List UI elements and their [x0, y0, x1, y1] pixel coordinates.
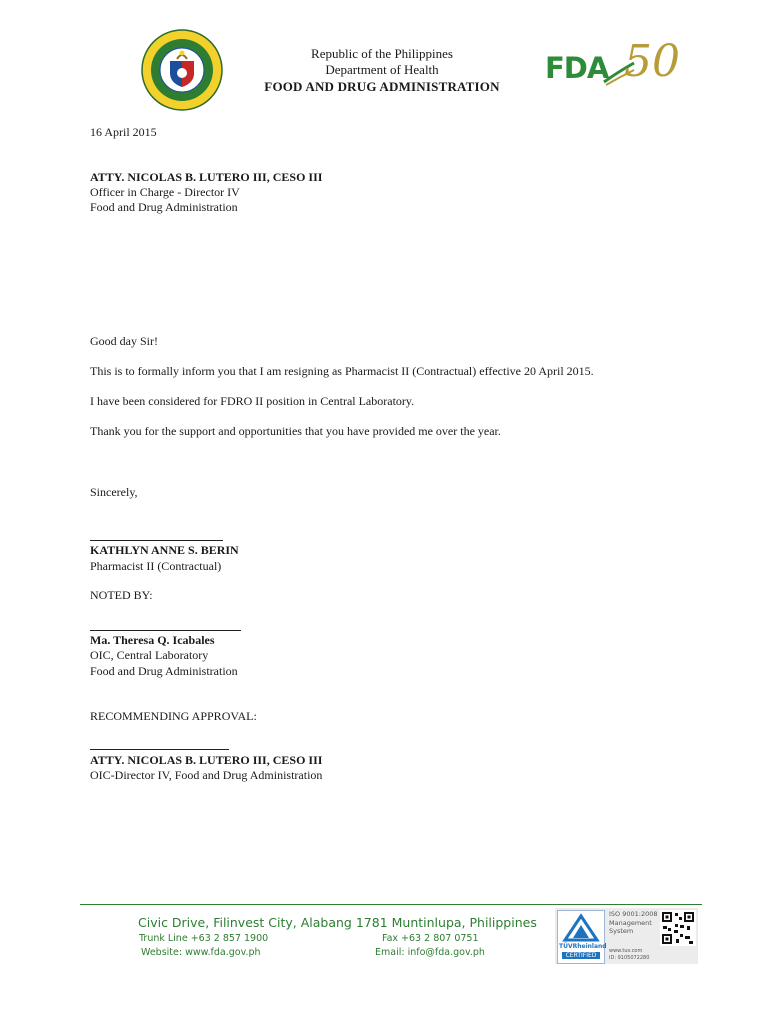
footer-trunk-line: Trunk Line +63 2 857 1900: [139, 933, 269, 944]
letter-date: 16 April 2015: [90, 125, 157, 139]
cert-system: System: [609, 927, 634, 935]
doh-seal-logo: [141, 29, 223, 111]
tuv-certification-badge: [555, 908, 698, 964]
tuv-certified-label: CERTIFIED: [562, 952, 600, 959]
body-paragraph-2: I have been considered for FDRO II position in Central Laboratory.: [90, 394, 415, 408]
fda-logo-text: FDA: [545, 51, 609, 85]
signature-line: [90, 540, 223, 541]
footer-divider: [80, 904, 702, 905]
header-agency: FOOD AND DRUG ADMINISTRATION: [264, 79, 500, 94]
noted-org: Food and Drug Administration: [90, 664, 238, 678]
recommending-label: RECOMMENDING APPROVAL:: [90, 709, 257, 723]
closing: Sincerely,: [90, 485, 138, 499]
noted-title: OIC, Central Laboratory: [90, 648, 209, 662]
noted-signature-line: [90, 630, 241, 631]
greeting: Good day Sir!: [90, 334, 158, 348]
body-paragraph-3: Thank you for the support and opportunities that you have provided me over the year.: [90, 424, 501, 438]
footer-fax: Fax +63 2 807 0751: [382, 933, 479, 944]
recommending-name: ATTY. NICOLAS B. LUTERO III, CESO III: [90, 753, 323, 767]
footer-website: Website: www.fda.gov.ph: [141, 947, 261, 958]
recipient-org: Food and Drug Administration: [90, 200, 238, 214]
signer-name: KATHLYN ANNE S. BERIN: [90, 543, 239, 557]
header-department: Department of Health: [325, 62, 439, 77]
cert-management: Management: [609, 919, 652, 927]
cert-id: ID: 9105072280: [609, 955, 650, 961]
noted-name: Ma. Theresa Q. Icabales: [90, 633, 215, 647]
cert-iso: ISO 9001:2008: [609, 910, 658, 918]
footer-email: Email: info@fda.gov.ph: [375, 947, 485, 958]
tuv-logo: [557, 910, 605, 964]
recipient-title: Officer in Charge - Director IV: [90, 185, 240, 199]
recipient-name: ATTY. NICOLAS B. LUTERO III, CESO III: [90, 170, 323, 184]
cert-url: www.tuv.com: [609, 948, 643, 954]
fda-logo-number: 50: [624, 36, 680, 87]
noted-by-label: NOTED BY:: [90, 588, 153, 602]
footer-address: Civic Drive, Filinvest City, Alabang 1781 Muntinlupa, Philippines: [138, 915, 537, 930]
qr-code-icon: [660, 910, 696, 946]
body-paragraph-1: This is to formally inform you that I am resigning as Pharmacist II (Contractual) effective 20 April 2015.: [90, 364, 594, 378]
fda-50-logo: [542, 34, 680, 94]
header-republic: Republic of the Philippines: [311, 46, 453, 61]
recommending-title: OIC-Director IV, Food and Drug Administration: [90, 768, 323, 782]
recommending-signature-line: [90, 749, 229, 750]
signer-title: Pharmacist II (Contractual): [90, 559, 222, 573]
tuv-triangle-icon: [558, 913, 604, 943]
tuv-brand: TÜVRheinland: [559, 943, 607, 950]
